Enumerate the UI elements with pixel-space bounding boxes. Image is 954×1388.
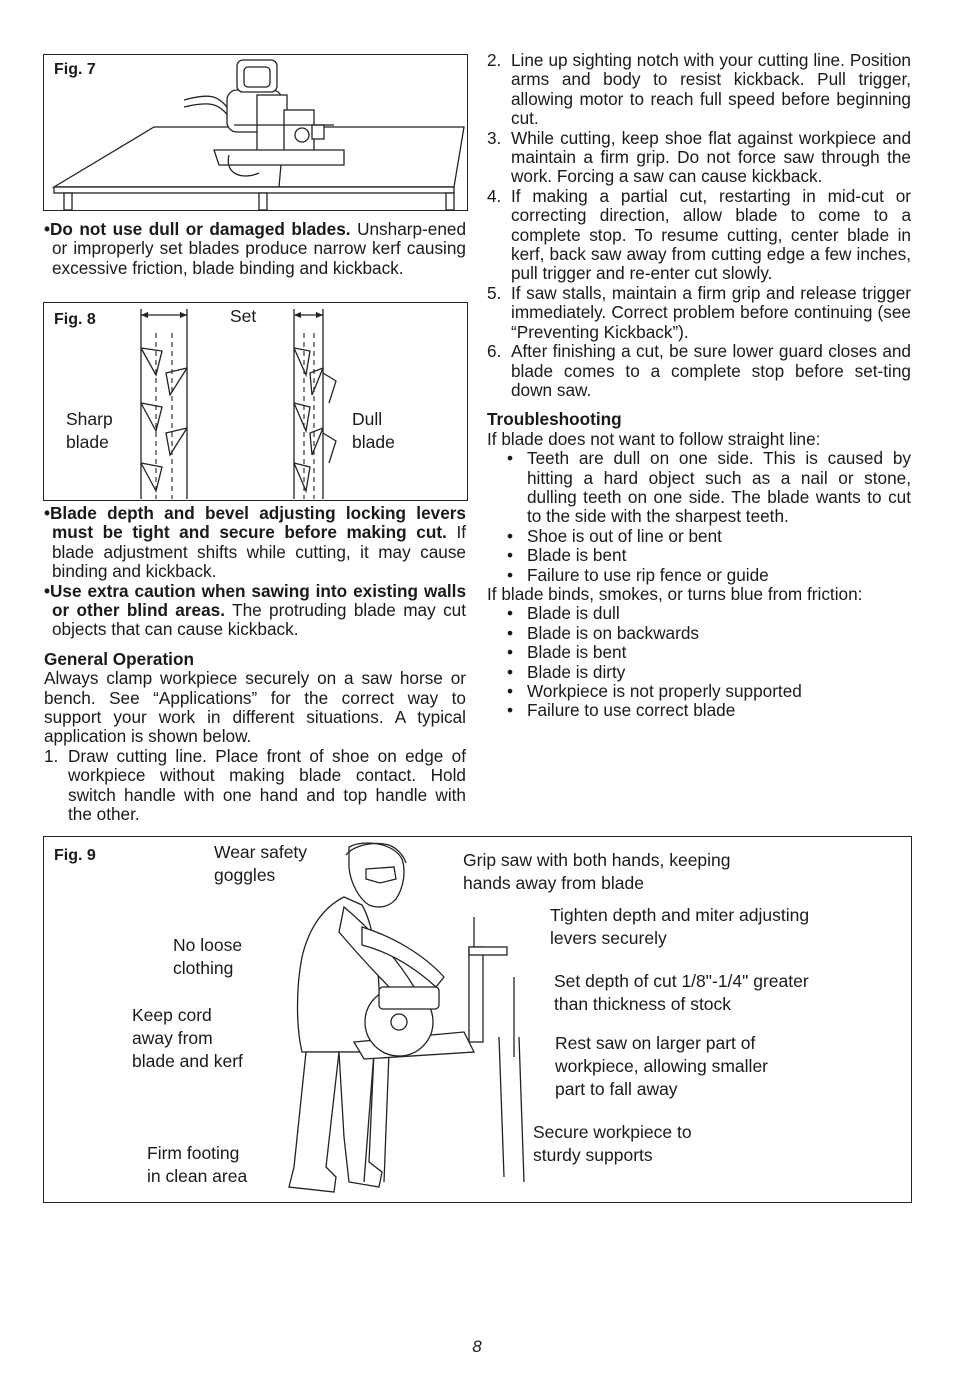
step-2: [487, 51, 911, 129]
general-operation-heading: General Operation: [44, 648, 194, 669]
dull-blade-label-line2: blade: [352, 432, 395, 452]
left-column-text: [44, 504, 466, 825]
list-item: • Failure to use correct blade: [487, 701, 911, 720]
rest-saw-note: Rest saw on larger part of workpiece, allowing smaller part to fall away: [555, 1033, 768, 1099]
step-5-number: 5.: [487, 282, 502, 303]
step-2-number: 2.: [487, 50, 502, 70]
set-label: Set: [230, 306, 257, 326]
figure-8-label: Fig. 8: [54, 311, 96, 328]
walls-warning-bold: •Use extra caution when sawing into existing walls or other blind areas.: [44, 580, 466, 621]
step-3-text: While cutting, keep shoe flat against workpiece and maintain a firm grip. Do not force saw through the work. Forcing a saw can cause kickback.: [511, 127, 911, 187]
step-5: [487, 284, 911, 342]
step-1-text: Draw cutting line. Place front of shoe on edge of workpiece without making blade contact. Hold switch handle with one hand and top handle with the other.: [68, 745, 466, 825]
wear-safety-goggles-note: Wear safety goggles: [214, 842, 308, 885]
troubleshooting-intro-1: If blade does not want to follow straight line:: [487, 428, 821, 449]
figure-7-label: Fig. 7: [54, 61, 96, 78]
step-6-number: 6.: [487, 341, 502, 362]
step-4-number: 4.: [487, 185, 502, 206]
step-4: [487, 187, 911, 284]
dull-blade-label-line1: Dull: [352, 409, 383, 429]
dull-blades-warning: [44, 220, 466, 278]
step-4-text: If making a partial cut, restarting in mid-cut or correcting direction, allow blade to come to a complete stop. To resume cutting, center blade in kerf, back saw away from cutting edge a few inches, pull trigger and re-enter cut slowly.: [511, 185, 911, 284]
troubleshooting-intro-2: If blade binds, smokes, or turns blue from friction:: [487, 583, 863, 604]
step-5-text: If saw stalls, maintain a firm grip and release trigger immediately. Correct problem before continuing (see “Preventing Kickback”).: [511, 282, 911, 342]
blade-set-illustration: [44, 303, 467, 500]
dull-blades-warning-bold: •Do not use dull or damaged blades.: [44, 219, 351, 239]
walls-warning-text: The protruding blade may cut objects that can cause kickback.: [52, 600, 467, 640]
list-item: • Blade is on backwards: [487, 624, 911, 643]
step-1-number: 1.: [44, 745, 59, 766]
step-6: [487, 342, 911, 400]
step-3: [487, 129, 911, 187]
levers-warning-text: If blade adjustment shifts while cutting, it may cause binding and kickback.: [52, 522, 467, 582]
grip-saw-note: Grip saw with both hands, keeping hands away from blade: [463, 850, 731, 893]
set-depth-note: Set depth of cut 1/8"-1/4" greater than thickness of stock: [554, 971, 809, 1014]
step-6-text: After finishing a cut, be sure lower guard closes and blade comes to a complete stop before set-ting down saw.: [511, 341, 911, 400]
list-item: • Blade is dirty: [487, 663, 911, 682]
secure-workpiece-note: Secure workpiece to sturdy supports: [533, 1122, 692, 1165]
levers-warning-bold: •Blade depth and bevel adjusting locking levers must be tight and secure before making cut.: [44, 503, 466, 543]
keep-cord-away-note: Keep cord away from blade and kerf: [132, 1005, 243, 1071]
figure-8: [43, 302, 468, 501]
sharp-blade-label-line1: Sharp: [66, 409, 113, 429]
list-item: • Teeth are dull on one side. This is caused by hitting a hard object such as a nail or stone, dulling teeth on one side. The blade wants to cut to the side with the sharpest teeth.: [487, 449, 911, 527]
list-item: • Blade is bent: [487, 546, 911, 565]
circular-saw-on-board-illustration: [44, 55, 467, 210]
list-item: • Blade is bent: [487, 643, 911, 662]
list-item: • Failure to use rip fence or guide: [487, 566, 911, 585]
list-item: • Blade is dull: [487, 604, 911, 623]
list-item: • Shoe is out of line or bent: [487, 527, 911, 546]
step-3-number: 3.: [487, 127, 502, 148]
list-item: • Workpiece is not properly supported: [487, 682, 911, 701]
no-loose-clothing-note: No loose clothing: [173, 935, 243, 978]
sharp-blade-label-line2: blade: [66, 432, 109, 452]
right-column-text: [487, 51, 911, 721]
general-operation-text: Always clamp workpiece securely on a saw horse or bench. See “Applications” for the correct way to support your work in different situations. A typical application is shown below.: [44, 668, 466, 747]
firm-footing-note: Firm footing in clean area: [147, 1143, 248, 1186]
tighten-levers-note: Tighten depth and miter adjusting levers securely: [550, 905, 810, 948]
figure-7: [43, 54, 468, 211]
page-number: 8: [472, 1337, 482, 1356]
dull-blades-warning-text: Unsharp-ened or improperly set blades produce narrow kerf causing excessive friction, blade binding and kickback.: [52, 219, 467, 278]
step-1: [44, 747, 466, 825]
troubleshooting-heading: Troubleshooting: [487, 409, 622, 430]
figure-9-label: Fig. 9: [54, 847, 96, 864]
step-2-text: Line up sighting notch with your cutting line. Position arms and body to resist kickback. Pull trigger, allowing motor to reach full speed before beginning cut.: [511, 50, 911, 129]
figure-9: [43, 836, 912, 1203]
